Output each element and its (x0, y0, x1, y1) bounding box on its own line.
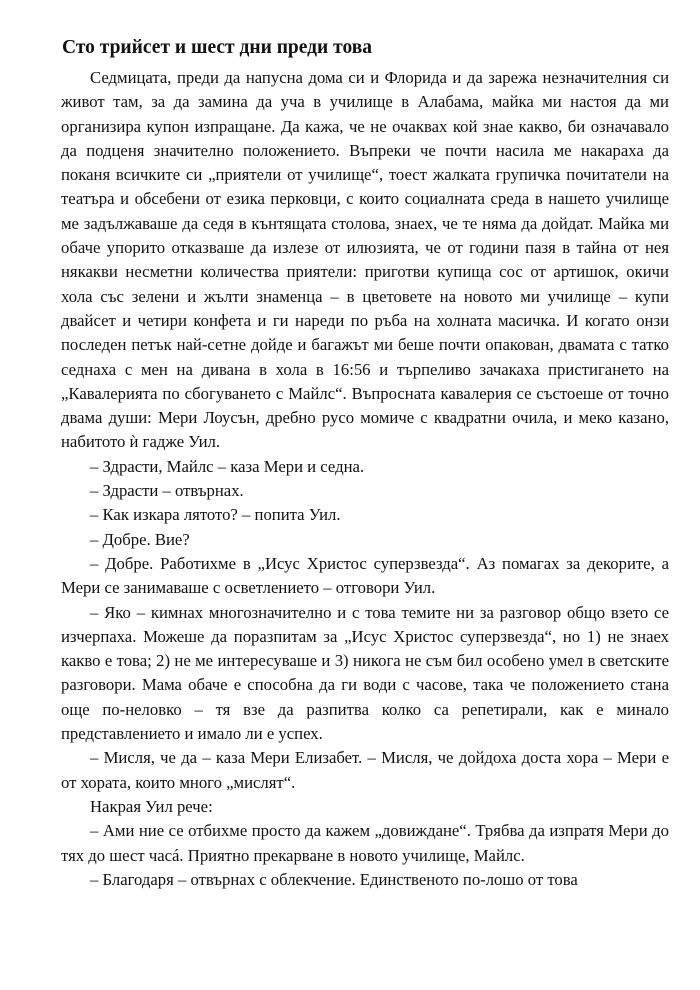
paragraph-dialogue: – Здрасти – отвърнах. (90, 481, 244, 501)
paragraph-dialogue: – Мисля, че да – каза Мери Елизабет. – Мисля, че дойдоха доста хора – Мери е от хората, които много „мислят“. (61, 748, 669, 792)
paragraph-dialogue: – Как изкара лятото? – попита Уил. (90, 505, 341, 525)
body-text (61, 66, 669, 892)
paragraph-dialogue: – Добре. Работихме в „Исус Христос суперзвезда“. Аз помагах за декорите, а Мери се занимаваше с осветлението – отговори Уил. (61, 553, 669, 598)
paragraph-opening: Седмицата, преди да напусна дома си и Флорида и да зарежа незначителния си живот там, за да замина да уча в училище в Алабама, майка ми настоя да ми организира купон изпращане. Да кажа, че не очаквах кой знае какво, би означавало да подценя значително положението. Въпреки че почти насила ме накараха да поканя всичките си „приятели от училище“, тоест жалката групичка почитатели на театъра и обсебени от езика перковци, с които социалната среда в нашето училище ме задължаваше да седя в кънтящата столова, знаех, че те няма да дойдат. Майка ми обаче упорито отказваше да излезе от илюзията, че от години пазя в тайна от нея някакви несметни количества приятели: приготви купища сос от артишок, окичи хола със зелени и жълти знаменца – в цветовете на новото ми училище – купи двайсет и четири конфета и ги нареди по ръба на холната масичка. И когато онзи последен петък най-сетне дойде и багажът ми беше почти опакован, двамата с татко седнаха с мен на дивана в хола в 16:56 и търпеливо зачакаха пристигането на „Кавалерията по сбогуването с Майлс“. Въпросната кавалерия се състоеше от точно двама души: Мери Лоусън, дребно русо момиче с квадратни очила, и меко казано, набитото ѝ гадже Уил. (61, 68, 669, 452)
paragraph-dialogue: – Яко – кимнах многозначително и с това темите ни за разговор общо взето се изчерпаха. Можеше да поразпитам за „Исус Христос суперзвезда“, но 1) не знаех какво е това; 2) не ме интересуваше и 3) никога не съм бил особено умел в светските разговори. Мама обаче е способна да ги води с часове, така че положението стана още по-неловко – тя взе да разпитва колко са репетирали, как е минало представлението и имало ли е успех. (61, 602, 669, 744)
paragraph-dialogue: – Благодаря – отвърнах с облекчение. Единственото по-лошо от това (90, 869, 578, 889)
paragraph-dialogue: – Добре. Вие? (90, 529, 190, 549)
paragraph-dialogue: – Здрасти, Майлс – каза Мери и седна. (90, 456, 365, 476)
paragraph-dialogue: – Ами ние се отбихме просто да кажем „довиждане“. Трябва да изпратя Мери до тях до шест часá. Приятно прекарване в новото училище, Майлс. (61, 821, 669, 865)
paragraph-narration: Накрая Уил рече: (90, 796, 213, 816)
chapter-title: Сто трийсет и шест дни преди това (62, 37, 373, 58)
